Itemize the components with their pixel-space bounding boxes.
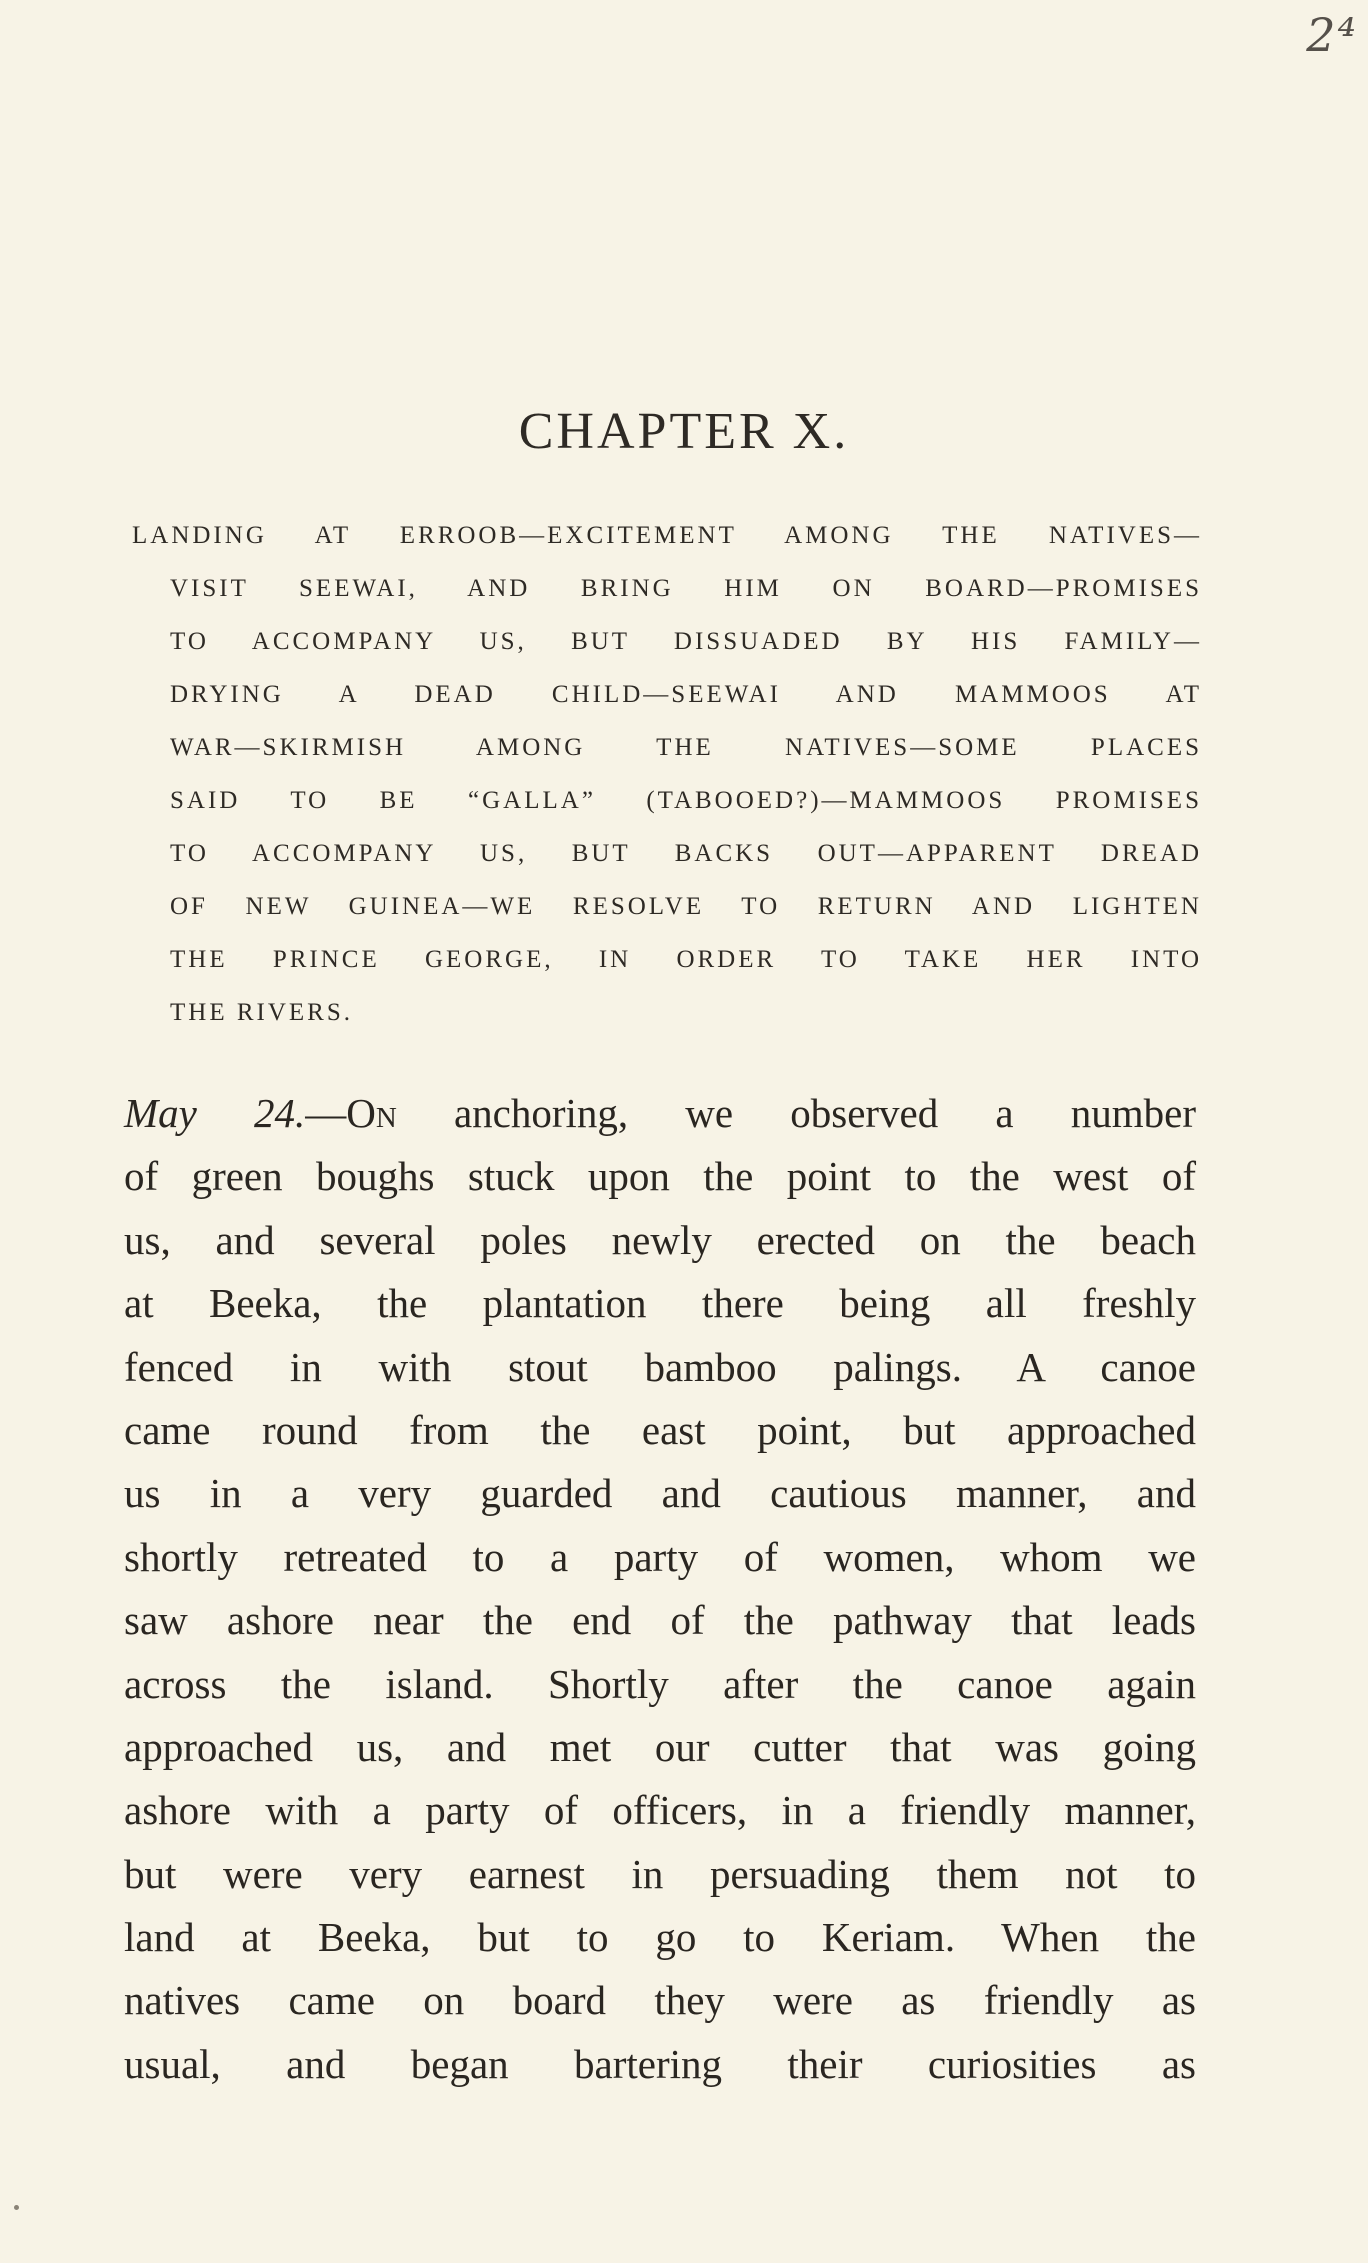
- body-first-line: [124, 1082, 1196, 1145]
- synopsis-line: DRYING A DEAD CHILD—SEEWAI AND MAMMOOS AT: [170, 681, 1202, 708]
- body-line: us, and several poles newly erected on the beach: [124, 1216, 1196, 1263]
- page-corner-mark: 2⁴: [1306, 8, 1358, 62]
- body-line: but were very earnest in persuading them not to: [124, 1850, 1196, 1897]
- chapter-title: CHAPTER X.: [518, 403, 850, 460]
- dateline: May 24.: [124, 1090, 306, 1136]
- synopsis-line: OF NEW GUINEA—WE RESOLVE TO RETURN AND LIGHTEN: [170, 893, 1202, 920]
- body-line: at Beeka, the plantation there being all freshly: [124, 1280, 1196, 1327]
- first-word: On: [346, 1090, 397, 1136]
- synopsis-line: TO ACCOMPANY US, BUT BACKS OUT—APPARENT DREAD: [170, 840, 1202, 867]
- synopsis-line: VISIT SEEWAI, AND BRING HIM ON BOARD—PROMISES: [170, 575, 1202, 602]
- body-line: us in a very guarded and cautious manner, and: [124, 1470, 1196, 1517]
- synopsis-line: LANDING AT ERROOB—EXCITEMENT AMONG THE NATIVES—: [132, 522, 1202, 549]
- synopsis-line: WAR—SKIRMISH AMONG THE NATIVES—SOME PLACES: [170, 734, 1202, 761]
- first-line-rest: anchoring, we observed a number: [396, 1090, 1196, 1136]
- body-line: usual, and began bartering their curiosities as: [124, 2040, 1196, 2087]
- paper-speck: [14, 2205, 19, 2210]
- synopsis-line: THE PRINCE GEORGE, IN ORDER TO TAKE HER INTO: [170, 946, 1202, 973]
- body-line: approached us, and met our cutter that was going: [124, 1723, 1196, 1770]
- body-line: saw ashore near the end of the pathway that leads: [124, 1597, 1196, 1644]
- body-line: of green boughs stuck upon the point to the west of: [124, 1153, 1196, 1200]
- body-line: ashore with a party of officers, in a friendly manner,: [124, 1787, 1196, 1834]
- body-line: fenced in with stout bamboo palings. A canoe: [124, 1343, 1196, 1390]
- chapter-synopsis: [132, 518, 1202, 1048]
- synopsis-line: THE RIVERS.: [170, 999, 353, 1026]
- body-line: shortly retreated to a party of women, whom we: [124, 1533, 1196, 1580]
- body-line: came round from the east point, but approached: [124, 1406, 1196, 1453]
- dateline-dash: —: [305, 1090, 347, 1136]
- body-line: land at Beeka, but to go to Keriam. When the: [124, 1914, 1196, 1961]
- body-line: across the island. Shortly after the canoe again: [124, 1660, 1196, 1707]
- synopsis-line: SAID TO BE “GALLA” (TABOOED?)—MAMMOOS PROMISES: [170, 787, 1202, 814]
- body-line: natives came on board they were as friendly as: [124, 1977, 1196, 2024]
- synopsis-line: TO ACCOMPANY US, BUT DISSUADED BY HIS FAMILY—: [170, 628, 1202, 655]
- body-text: [124, 1082, 1196, 2096]
